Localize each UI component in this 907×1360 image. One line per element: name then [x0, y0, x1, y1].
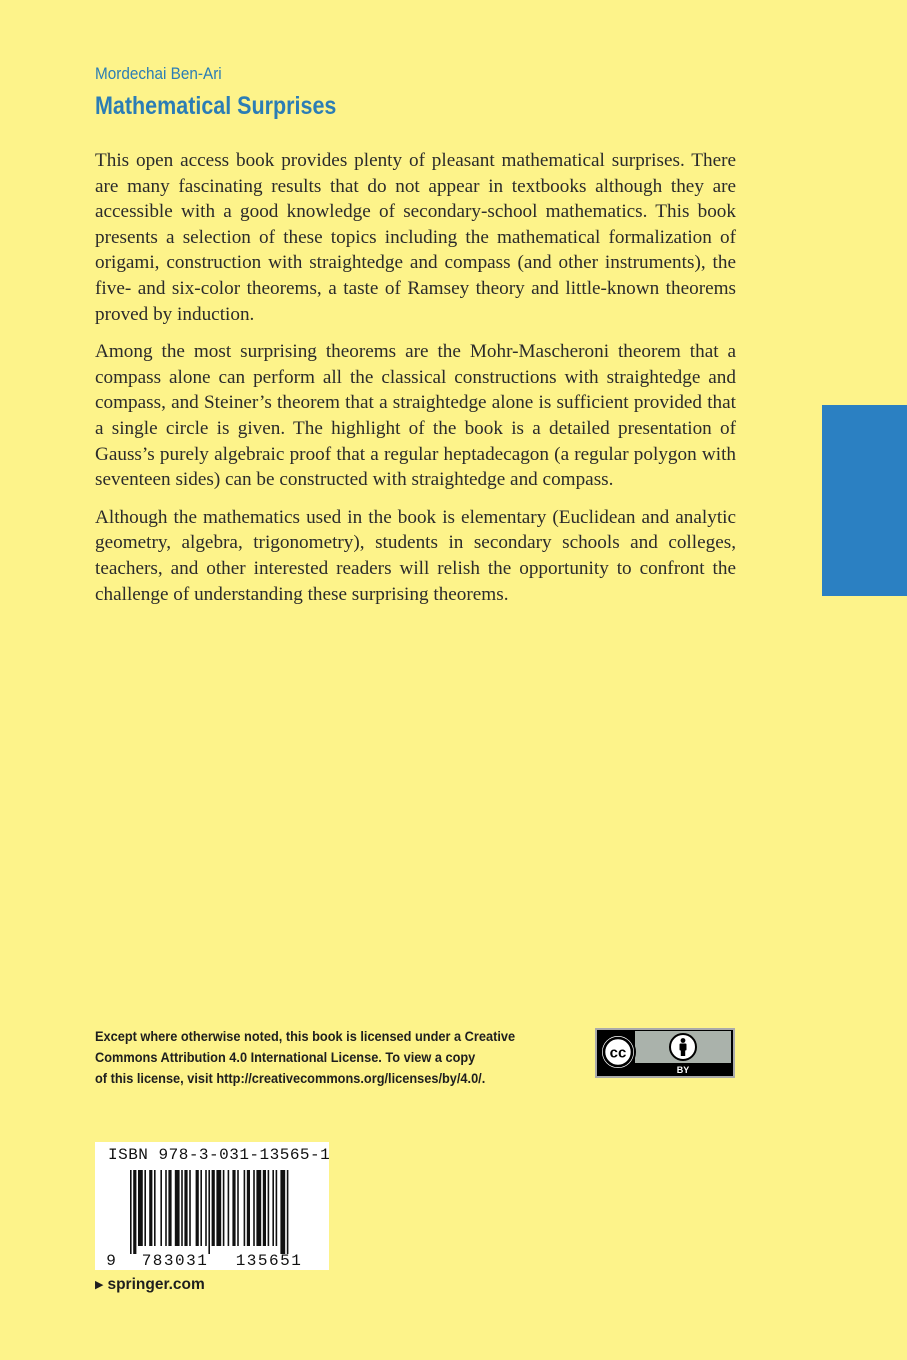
license-line: Commons Attribution 4.0 International License. To view a copy: [95, 1050, 476, 1066]
barcode-digit-lead: 9: [106, 1252, 116, 1270]
author-name: Mordechai Ben-Ari: [95, 64, 222, 83]
barcode-bar: [223, 1170, 225, 1246]
barcode-digits-left: 783031: [141, 1252, 209, 1270]
barcode-bar: [189, 1170, 191, 1246]
publisher-url: springer.com: [107, 1276, 205, 1293]
barcode-bar: [280, 1170, 285, 1254]
barcode-bar: [237, 1170, 239, 1246]
cc-icon: [601, 1035, 635, 1069]
side-color-tab: [822, 405, 907, 596]
by-label: BY: [676, 1065, 690, 1075]
barcode-bar: [263, 1170, 266, 1246]
barcode-bar: [133, 1170, 136, 1254]
barcode-bars: [130, 1170, 288, 1254]
barcode-bar: [138, 1170, 143, 1246]
barcode-bar: [268, 1170, 270, 1246]
isbn-barcode: [95, 1142, 329, 1270]
barcode-bar: [154, 1170, 156, 1246]
license-line: Except where otherwise noted, this book is licensed under a Creative: [95, 1029, 516, 1045]
isbn-number: ISBN 978-3-031-13565-1: [108, 1146, 331, 1164]
barcode-bar: [244, 1170, 246, 1246]
attribution-icon: [670, 1034, 696, 1060]
blurb-paragraph-3: Although the mathematics used in the book is elementary (Euclidean and analytic geometry, algebra, trigonometry), students in secondary schools and colleges, teachers, and other interested readers will relish the opportunity to confront the challenge of understanding these surprising theorems.: [95, 506, 736, 605]
barcode-bar: [196, 1170, 199, 1246]
barcode-bar: [208, 1170, 210, 1254]
barcode-bar: [165, 1170, 167, 1246]
book-title: Mathematical Surprises: [95, 92, 337, 120]
barcode-bar: [232, 1170, 235, 1246]
cc-by-badge: [595, 1028, 735, 1078]
barcode-bar: [130, 1170, 132, 1254]
cc-by-logo: [595, 1028, 735, 1078]
blurb-paragraph-2: Among the most surprising theorems are the Mohr-Mascheroni theorem that a compass alone can perform all the classical constructions with straightedge and compass, and Steiner’s theorem that a straightedge alone is sufficient provided that a single circle is given. The highlight of the book is a detailed presentation of Gauss’s purely algebraic proof that a regular heptadecagon (a regular polygon with seventeen sides) can be constructed with straightedge and compass.: [95, 341, 736, 491]
barcode-bar: [144, 1170, 146, 1246]
barcode-bar: [184, 1170, 187, 1246]
barcode-bar: [216, 1170, 221, 1246]
barcode-bar: [287, 1170, 289, 1254]
barcode-bar: [160, 1170, 162, 1246]
barcode-bar: [228, 1170, 230, 1246]
license-line: of this license, visit http://creativecommons.org/licenses/by/4.0/.: [95, 1071, 486, 1087]
barcode-bar: [205, 1170, 207, 1246]
barcode-bar: [276, 1170, 278, 1246]
barcode-bar: [272, 1170, 274, 1246]
barcode-digits-right: 135651: [235, 1252, 303, 1270]
barcode-bar: [253, 1170, 255, 1246]
barcode-bar: [175, 1170, 180, 1246]
barcode-graphic: [95, 1142, 329, 1270]
blurb-paragraph-1: This open access book provides plenty of pleasant mathematical surprises. There are many fascinating results that do not appear in textbooks although they are accessible with a good knowledge of secondary-school mathematics. This book presents a selection of these topics including the mathematical formalization of origami, construction with straightedge and compass (and other instruments), the five- and six-color theorems, a taste of Ramsey theory and little-known theorems proved by induction.: [95, 150, 736, 325]
barcode-bar: [181, 1170, 183, 1246]
blurb: [95, 148, 736, 619]
license-notice: [95, 1027, 575, 1090]
barcode-bar: [247, 1170, 250, 1246]
play-arrow-icon: ▶: [95, 1279, 104, 1291]
barcode-bar: [212, 1170, 215, 1246]
svg-text:cc: cc: [609, 1044, 627, 1062]
publisher-link[interactable]: [95, 1276, 205, 1294]
barcode-bar: [168, 1170, 171, 1246]
barcode-bar: [256, 1170, 261, 1246]
barcode-bar: [149, 1170, 152, 1246]
barcode-bar: [200, 1170, 202, 1246]
